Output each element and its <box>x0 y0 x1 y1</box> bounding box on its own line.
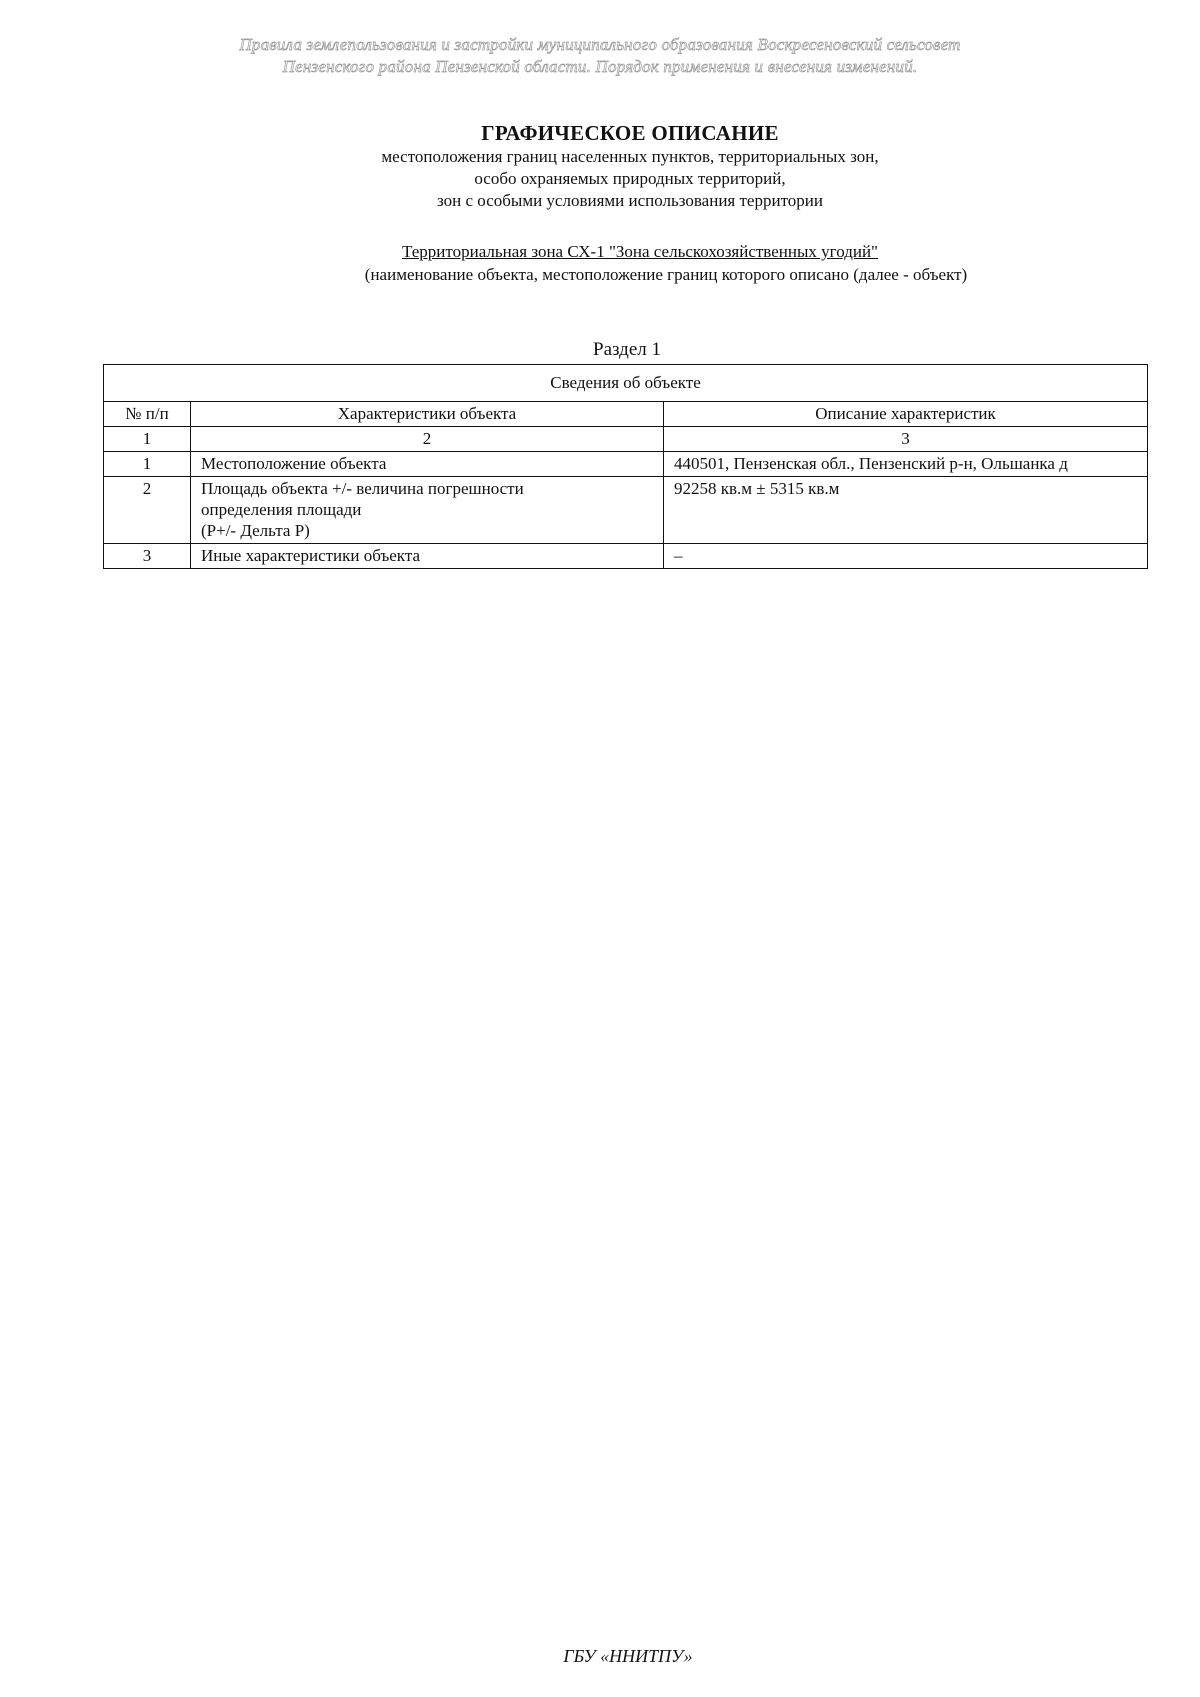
document-title: ГРАФИЧЕСКОЕ ОПИСАНИЕ <box>481 121 779 145</box>
table-row <box>104 452 1148 477</box>
page-footer <box>0 1645 1200 1667</box>
document-subtitle-line-2: особо охраняемых природных территорий, <box>474 169 786 188</box>
header-note-line-2: Пензенского района Пензенской области. Порядок применения и внесения изменений. <box>282 57 918 76</box>
title-block <box>300 120 960 212</box>
object-name-text: Территориальная зона СХ-1 "Зона сельскохозяйственных угодий" <box>402 242 878 261</box>
column-number-2: 2 <box>191 427 664 452</box>
row-number: 1 <box>104 452 191 477</box>
object-caption <box>0 264 1200 286</box>
table-header-row <box>104 402 1148 427</box>
document-subtitle-line-1: местоположения границ населенных пунктов, территориальных зон, <box>381 147 879 166</box>
header-characteristic: Характеристики объекта <box>191 402 664 427</box>
section-title-text: Раздел 1 <box>593 339 661 360</box>
row-description: 440501, Пензенская обл., Пензенский р-н, Ольшанка д <box>664 452 1148 477</box>
header-number: № п/п <box>104 402 191 427</box>
table-column-number-row <box>104 427 1148 452</box>
table-caption: Сведения об объекте <box>104 365 1148 402</box>
row-characteristic-line-1: Площадь объекта +/- величина погрешности <box>201 479 524 498</box>
row-characteristic: Иные характеристики объекта <box>191 544 664 569</box>
row-number: 2 <box>104 477 191 544</box>
column-number-3: 3 <box>664 427 1148 452</box>
header-description: Описание характеристик <box>664 402 1148 427</box>
row-description: – <box>664 544 1148 569</box>
row-characteristic <box>191 477 664 544</box>
document-header-note <box>0 34 1200 78</box>
footer-organization: ГБУ «ННИТПУ» <box>563 1646 693 1666</box>
table-row <box>104 477 1148 544</box>
table-caption-row <box>104 365 1148 402</box>
section-title <box>0 338 1200 362</box>
object-caption-text: (наименование объекта, местоположение границ которого описано (далее - объект) <box>364 265 968 284</box>
row-characteristic-line-2: определения площади <box>201 500 362 519</box>
row-number: 3 <box>104 544 191 569</box>
row-characteristic-line-3: (P+/- Дельта P) <box>201 521 310 540</box>
row-characteristic: Местоположение объекта <box>191 452 664 477</box>
object-name <box>0 241 1200 263</box>
header-note-line-1: Правила землепользования и застройки муниципального образования Воскресеновский сельсовет <box>239 35 961 54</box>
object-info-table <box>103 364 1148 569</box>
document-subtitle-line-3: зон с особыми условиями использования территории <box>437 191 823 210</box>
row-description: 92258 кв.м ± 5315 кв.м <box>664 477 1148 544</box>
column-number-1: 1 <box>104 427 191 452</box>
table-row <box>104 544 1148 569</box>
